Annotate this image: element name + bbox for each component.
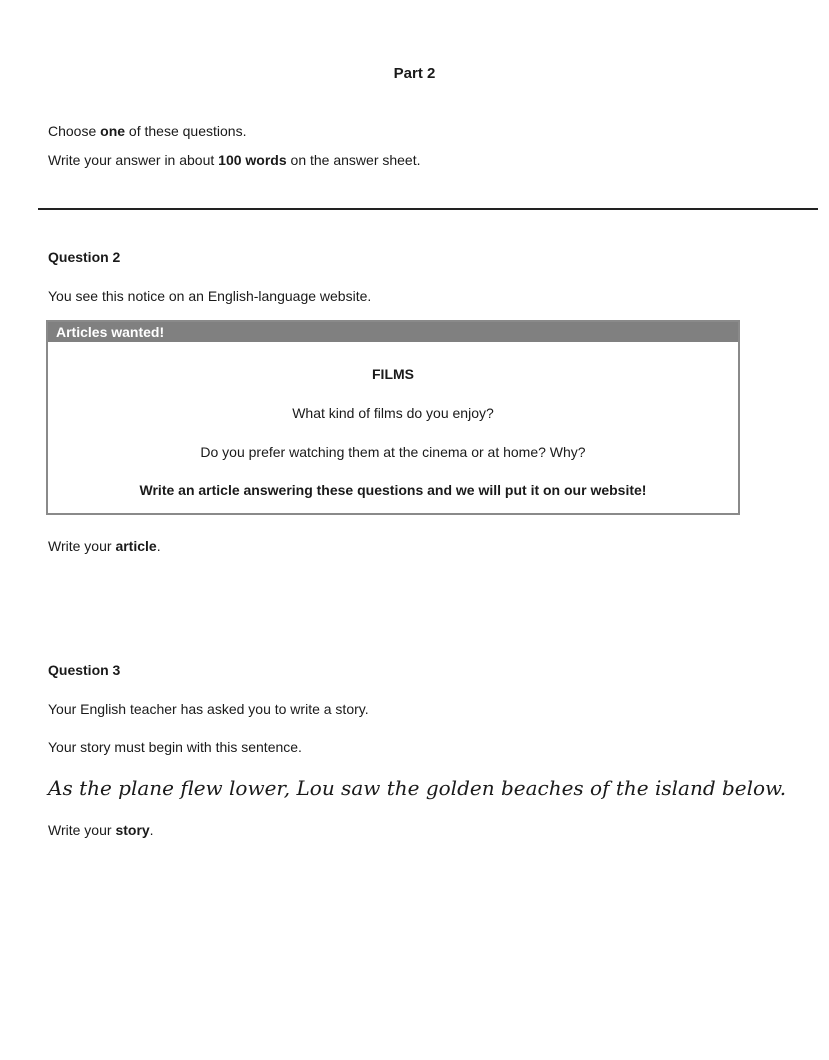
question-2-task-after: .: [156, 538, 161, 554]
question-3-task-bold: story: [115, 822, 150, 838]
instruction-choose-before: Choose: [48, 123, 101, 139]
question-3-task: [48, 821, 154, 839]
section-divider: [38, 208, 818, 210]
question-2-heading: Question 2: [48, 249, 121, 265]
instruction-choose: [48, 122, 246, 140]
notice-title: FILMS: [372, 366, 414, 382]
part-title: Part 2: [393, 65, 436, 82]
instruction-word-count-bold: 100 words: [218, 152, 287, 168]
notice-header: Articles wanted!: [48, 322, 738, 342]
question-3-line-1: Your English teacher has asked you to write a story.: [48, 701, 369, 717]
story-opening-sentence: As the plane flew lower, Lou saw the golden beaches of the island below.: [48, 776, 787, 800]
notice-box: [46, 320, 740, 515]
instruction-choose-bold: one: [100, 123, 126, 139]
question-3-task-before: Write your: [48, 822, 116, 838]
question-3-line-2: Your story must begin with this sentence.: [48, 739, 302, 755]
instruction-word-count: [48, 151, 421, 169]
question-2-task-bold: article: [115, 538, 157, 554]
notice-question-2: Do you prefer watching them at the cinema or at home? Why?: [200, 444, 586, 460]
question-2-intro: You see this notice on an English-language website.: [48, 288, 372, 304]
question-2-task-before: Write your: [48, 538, 116, 554]
instruction-word-count-before: Write your answer in about: [48, 152, 219, 168]
instruction-word-count-after: on the answer sheet.: [286, 152, 421, 168]
notice-call-to-action: Write an article answering these questions and we will put it on our website!: [139, 482, 647, 498]
question-3-heading: Question 3: [48, 662, 121, 678]
question-3-task-after: .: [149, 822, 154, 838]
instruction-choose-after: of these questions.: [125, 123, 247, 139]
question-2-task: [48, 537, 161, 555]
notice-question-1: What kind of films do you enjoy?: [292, 405, 494, 421]
